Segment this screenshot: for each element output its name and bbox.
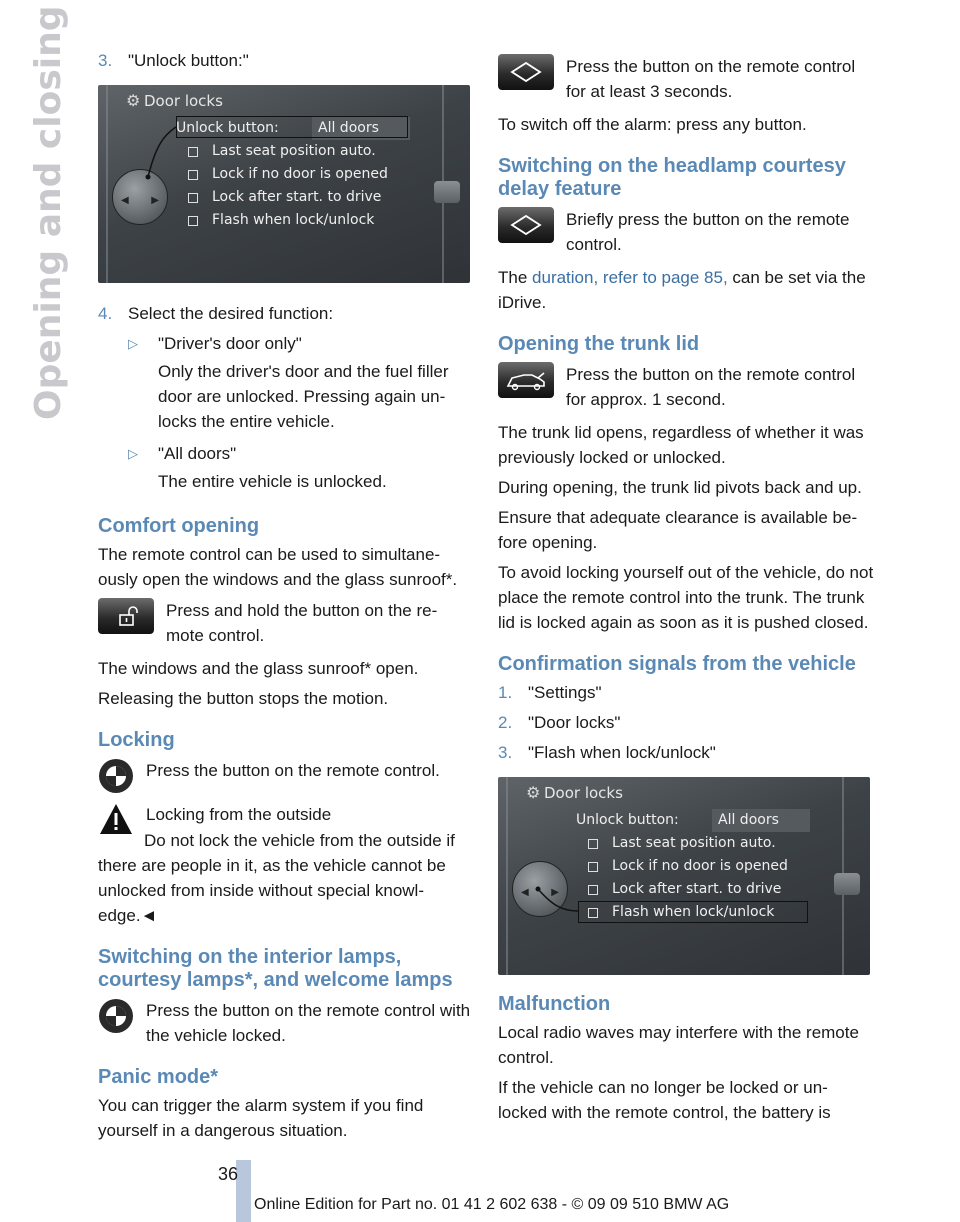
right-column [498, 48, 874, 1130]
step-number: 3. [98, 51, 113, 70]
headlamp-button-icon [498, 207, 554, 243]
menu-option-label: Flash when lock/unlock [612, 904, 775, 920]
sidebar-chapter-title [0, 5, 69, 420]
option-item [128, 441, 474, 497]
warning-triangle-icon [98, 802, 134, 836]
step-item [98, 301, 474, 326]
section-heading: Opening the trunk lid [498, 333, 700, 355]
section-heading: Comfort opening [98, 515, 260, 537]
paragraph: You can trigger the alarm system if you find yourself in a dangerous situation. [98, 1096, 424, 1140]
menu-option-label: Lock after start. to drive [212, 189, 382, 205]
chapter-title-text: Opening and closing [28, 5, 69, 420]
bmw-logo-icon [98, 758, 134, 794]
warning-text: Do not lock the vehicle from the outside if there are people in it, as the vehicle cannot be unlocked from inside without special knowl-edge.◄ [98, 831, 455, 925]
menu-unlock-label: Unlock button: [576, 812, 679, 828]
idrive-screen-door-locks [498, 777, 870, 975]
instruction-with-icon [498, 54, 874, 104]
paragraph: To switch off the alarm: press any button. [498, 115, 807, 134]
instruction-with-icon [98, 598, 474, 648]
menu-unlock-label: Unlock button: [176, 120, 279, 136]
controller-dial-icon: ◀ ▶ [112, 169, 168, 225]
step-number: 3. [498, 743, 513, 762]
section-heading: Switching on the interior lamps, courtesy lamps*, and welcome lamps [98, 946, 453, 991]
paragraph: Releasing the button stops the motion. [98, 689, 389, 708]
section-heading: Malfunction [498, 993, 611, 1015]
paragraph: To avoid locking yourself out of the vehicle, do not place the remote control into the trunk. The trunk lid is locked again as soon as it is pushed closed. [498, 563, 874, 632]
option-title: "All doors" [158, 444, 237, 463]
step-number: 4. [98, 304, 113, 323]
unlock-button-icon [98, 598, 154, 634]
step-text: "Unlock button:" [128, 51, 249, 70]
menu-option-label: Lock if no door is opened [212, 166, 388, 182]
menu-option-label: Last seat position auto. [212, 143, 376, 159]
step-number: 2. [498, 713, 513, 732]
screen-header: Door locks [544, 784, 623, 802]
section-heading: Panic mode* [98, 1066, 219, 1088]
menu-option-label: Lock if no door is opened [612, 858, 788, 874]
settings-gear-icon: ⚙ [526, 785, 541, 802]
menu-option-label: Flash when lock/unlock [212, 212, 375, 228]
footer-edition-text: Online Edition for Part no. 01 41 2 602 638 - © 09 09 510 BMW AG [254, 1196, 730, 1213]
option-title: "Driver's door only" [158, 334, 302, 353]
instruction-text: Briefly press the button on the remote control. [566, 210, 850, 254]
menu-unlock-value: All doors [312, 117, 410, 140]
option-item [128, 331, 474, 437]
instruction-with-icon [98, 758, 474, 794]
step-item [98, 48, 474, 73]
footer-accent-bar [236, 1160, 251, 1222]
text-fragment: can be set via the iDrive. [498, 268, 866, 312]
instruction-text: Press the button on the remote control for approx. 1 second. [566, 365, 856, 409]
paragraph: During opening, the trunk lid pivots back and up. [498, 478, 862, 497]
instruction-text: Press the button on the remote control with the vehicle locked. [146, 1001, 471, 1045]
idrive-screen-door-locks [98, 85, 470, 283]
paragraph: The remote control can be used to simultane-ously open the windows and the glass sunroof*. [98, 545, 458, 589]
settings-gear-icon: ⚙ [126, 93, 141, 110]
panic-button-icon [498, 54, 554, 90]
warning-title: Locking from the outside [146, 805, 332, 824]
option-description: Only the driver's door and the fuel filler door are unlocked. Pressing again un-locks the entire vehicle. [158, 362, 449, 431]
step-text: "Door locks" [528, 713, 621, 732]
instruction-with-icon [498, 362, 874, 412]
paragraph: Local radio waves may interfere with the remote control. [498, 1023, 859, 1067]
text-fragment: The [498, 268, 533, 287]
bmw-logo-icon [98, 998, 134, 1034]
option-description: The entire vehicle is unlocked. [158, 472, 387, 491]
paragraph: Ensure that adequate clearance is available be-fore opening. [498, 508, 858, 552]
callout-line [498, 777, 870, 975]
bullet-icon: ▷ [128, 446, 138, 461]
instruction-text: Press the button on the remote control for at least 3 seconds. [566, 57, 856, 101]
paragraph: If the vehicle can no longer be locked or un-locked with the remote control, the battery is [498, 1078, 831, 1122]
step-item [498, 740, 874, 765]
step-item [498, 680, 874, 705]
page-reference-link[interactable]: duration, refer to page 85, [532, 268, 728, 287]
step-text: "Settings" [528, 683, 602, 702]
instruction-with-icon [498, 207, 874, 257]
screen-header: Door locks [144, 92, 223, 110]
step-item [498, 710, 874, 735]
menu-unlock-value: All doors [712, 809, 810, 832]
controller-dial-icon: ◀ ▶ [512, 861, 568, 917]
paragraph: The trunk lid opens, regardless of whether it was previously locked or unlocked. [498, 423, 864, 467]
instruction-with-icon [98, 998, 474, 1048]
step-text: "Flash when lock/unlock" [528, 743, 716, 762]
instruction-text: Press the button on the remote control. [146, 761, 440, 780]
trunk-button-icon [498, 362, 554, 398]
section-heading: Locking [98, 729, 175, 751]
bullet-icon: ▷ [128, 336, 138, 351]
step-number: 1. [498, 683, 513, 702]
paragraph: The windows and the glass sunroof* open. [98, 659, 419, 678]
section-heading: Confirmation signals from the vehicle [498, 653, 856, 675]
left-column [98, 48, 474, 1148]
page-number: 36 [218, 1164, 239, 1184]
step-text: Select the desired function: [128, 304, 334, 323]
paragraph [498, 265, 874, 315]
section-heading: Switching on the headlamp courtesy delay feature [498, 155, 846, 200]
menu-option-label: Last seat position auto. [612, 835, 776, 851]
callout-line [98, 85, 470, 283]
menu-option-label: Lock after start. to drive [612, 881, 782, 897]
instruction-text: Press and hold the button on the re-mote control. [166, 601, 438, 645]
